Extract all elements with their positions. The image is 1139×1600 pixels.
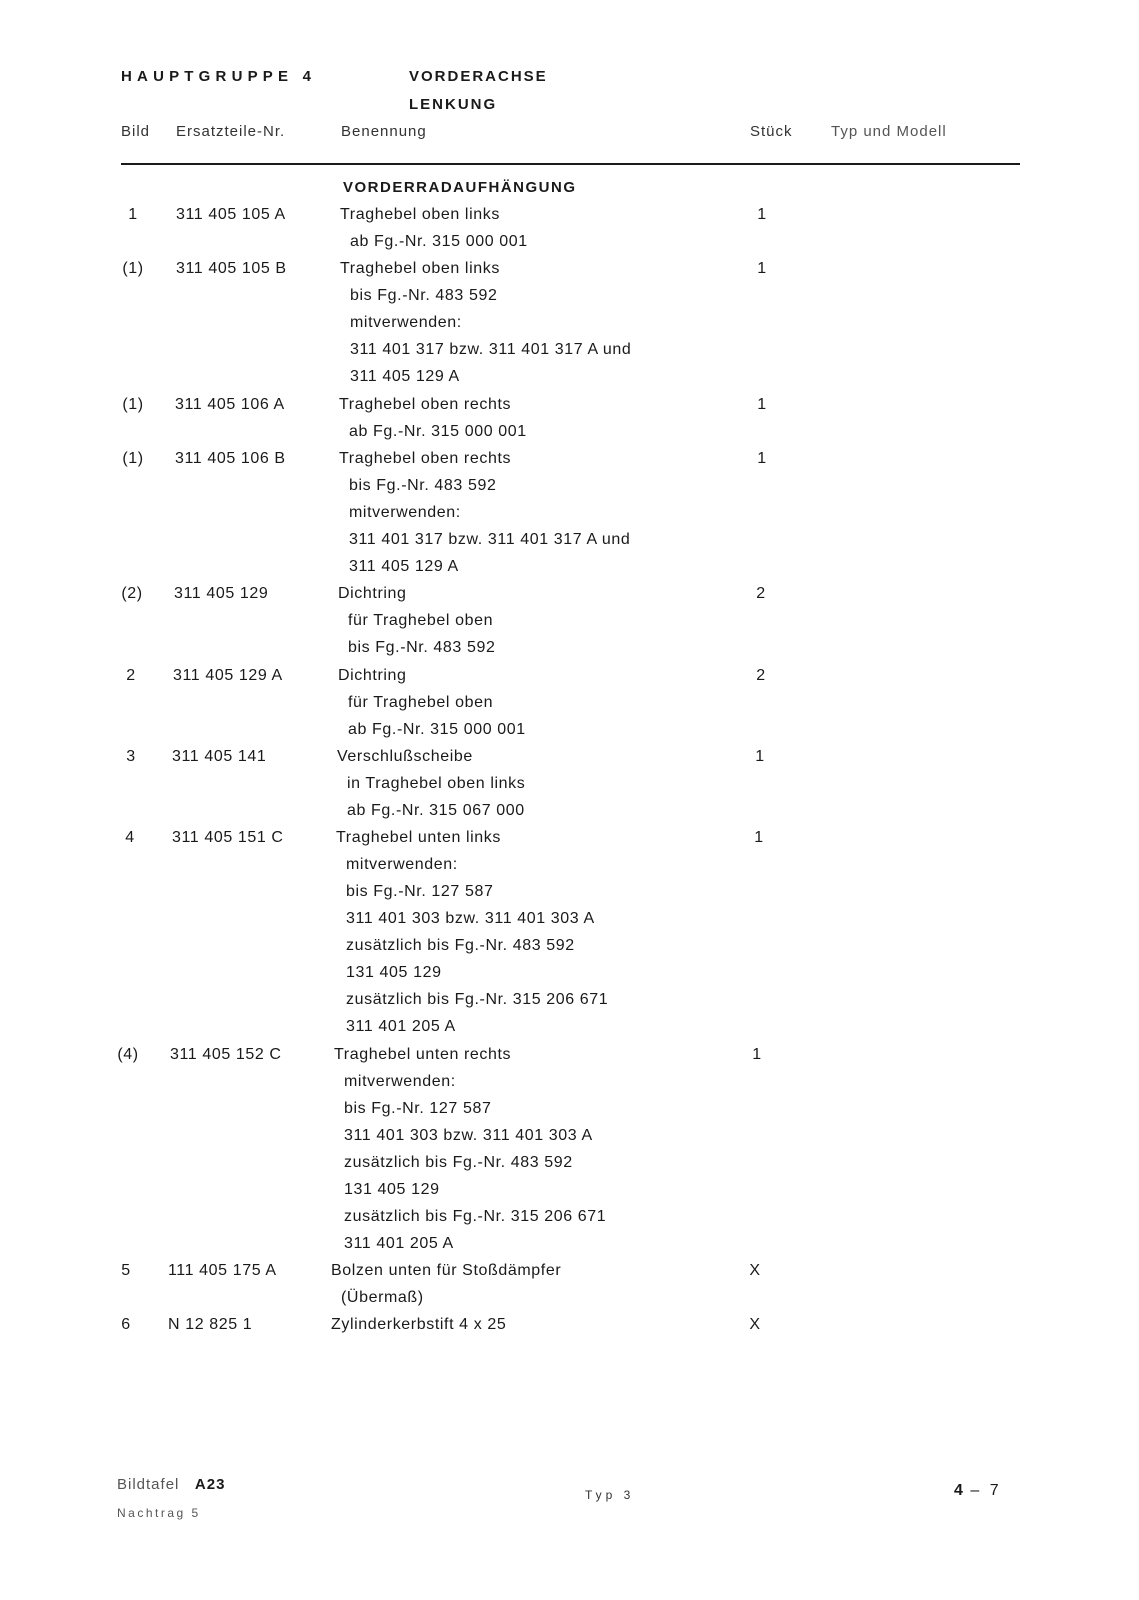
part-note: mitverwenden: [346,856,458,873]
part-note: 311 401 303 bzw. 311 401 303 A [346,910,595,927]
part-note: zusätzlich bis Fg.-Nr. 483 592 [344,1154,573,1171]
part-description: Traghebel unten rechts [334,1046,512,1063]
part-number: 311 405 152 C [170,1046,282,1063]
figure-ref: (4) [117,1046,139,1063]
part-description: Dichtring [338,585,407,602]
group-title-line1: VORDERACHSE [409,68,548,85]
figure-ref: 4 [125,829,135,846]
figure-ref: 3 [126,748,136,765]
part-description: Traghebel unten links [336,829,501,846]
column-header-quantity: Stück [750,123,793,140]
section-title: VORDERRADAUFHÄNGUNG [343,179,577,196]
group-title-line2: LENKUNG [409,96,498,113]
figure-ref: 6 [121,1316,131,1333]
page-number-group: 4 [954,1482,963,1499]
part-note: 311 401 303 bzw. 311 401 303 A [344,1127,593,1144]
part-quantity: 1 [757,396,767,413]
part-note: bis Fg.-Nr. 483 592 [349,477,497,494]
part-note: ab Fg.-Nr. 315 000 001 [348,721,526,738]
part-note: 311 401 205 A [346,1018,456,1035]
part-note: bis Fg.-Nr. 127 587 [344,1100,492,1117]
part-note: bis Fg.-Nr. 483 592 [350,287,498,304]
part-quantity: X [749,1262,761,1279]
part-quantity: 2 [756,667,766,684]
part-note: 311 401 317 bzw. 311 401 317 A und [350,341,632,358]
part-description: Traghebel oben links [340,206,500,223]
column-header-description: Benennung [341,123,427,140]
part-quantity: 1 [754,829,764,846]
part-note: 311 405 129 A [350,368,460,385]
figure-ref: 5 [121,1262,131,1279]
part-description: Traghebel oben links [340,260,500,277]
part-description: Dichtring [338,667,407,684]
column-header-type-model: Typ und Modell [831,123,947,140]
part-note: (Übermaß) [341,1289,424,1306]
part-number: 311 405 129 [174,585,269,602]
part-number: 311 405 129 A [173,667,283,684]
part-note: in Traghebel oben links [347,775,526,792]
part-note: ab Fg.-Nr. 315 000 001 [349,423,527,440]
part-quantity: 1 [757,260,767,277]
footer-type: Typ 3 [585,1488,635,1502]
figure-ref: 1 [128,206,138,223]
part-note: bis Fg.-Nr. 483 592 [348,639,496,656]
figure-ref: (1) [122,260,144,277]
part-number: 111 405 175 A [168,1262,277,1279]
part-note: 311 405 129 A [349,558,459,575]
part-number: 311 405 106 A [175,396,285,413]
part-note: 311 401 205 A [344,1235,454,1252]
part-number: 311 405 105 A [176,206,286,223]
part-note: zusätzlich bis Fg.-Nr. 315 206 671 [344,1208,607,1225]
part-number: 311 405 141 [172,748,267,765]
part-note: zusätzlich bis Fg.-Nr. 315 206 671 [346,991,609,1008]
part-note: mitverwenden: [350,314,462,331]
figure-ref: (1) [122,450,144,467]
part-description: Zylinderkerbstift 4 x 25 [331,1316,507,1333]
part-note: für Traghebel oben [348,612,494,629]
figure-ref: (1) [122,396,144,413]
main-group-heading: HAUPTGRUPPE 4 [121,68,317,85]
part-note: 131 405 129 [346,964,442,981]
part-note: zusätzlich bis Fg.-Nr. 483 592 [346,937,575,954]
part-note: 131 405 129 [344,1181,440,1198]
part-note: mitverwenden: [349,504,461,521]
page-number-page: 7 [989,1482,1002,1499]
part-note: 311 401 317 bzw. 311 401 317 A und [349,531,631,548]
footer-bildtafel-label: Bildtafel [117,1476,180,1493]
header-divider [121,163,1020,165]
part-note: ab Fg.-Nr. 315 067 000 [347,802,525,819]
part-number: 311 405 106 B [175,450,286,467]
part-note: ab Fg.-Nr. 315 000 001 [350,233,528,250]
part-description: Bolzen unten für Stoßdämpfer [331,1262,562,1279]
part-number: 311 405 105 B [176,260,287,277]
part-note: bis Fg.-Nr. 127 587 [346,883,494,900]
footer-nachtrag: Nachtrag 5 [117,1506,201,1520]
part-note: mitverwenden: [344,1073,456,1090]
column-header-part-number: Ersatzteile-Nr. [176,123,286,140]
column-header-bild: Bild [121,123,151,140]
figure-ref: 2 [126,667,136,684]
part-quantity: 1 [757,450,767,467]
page-number-separator: – [962,1482,990,1499]
part-number: N 12 825 1 [168,1316,253,1333]
part-quantity: 1 [752,1046,762,1063]
footer-bildtafel [117,1476,225,1493]
page-number [954,1482,1002,1500]
part-description: Traghebel oben rechts [339,396,512,413]
part-note: für Traghebel oben [348,694,494,711]
part-description: Traghebel oben rechts [339,450,512,467]
part-quantity: 2 [756,585,766,602]
figure-ref: (2) [121,585,143,602]
part-number: 311 405 151 C [172,829,284,846]
part-quantity: X [749,1316,761,1333]
part-quantity: 1 [755,748,765,765]
part-description: Verschlußscheibe [337,748,473,765]
part-quantity: 1 [757,206,767,223]
footer-bildtafel-value: A23 [194,1476,226,1493]
